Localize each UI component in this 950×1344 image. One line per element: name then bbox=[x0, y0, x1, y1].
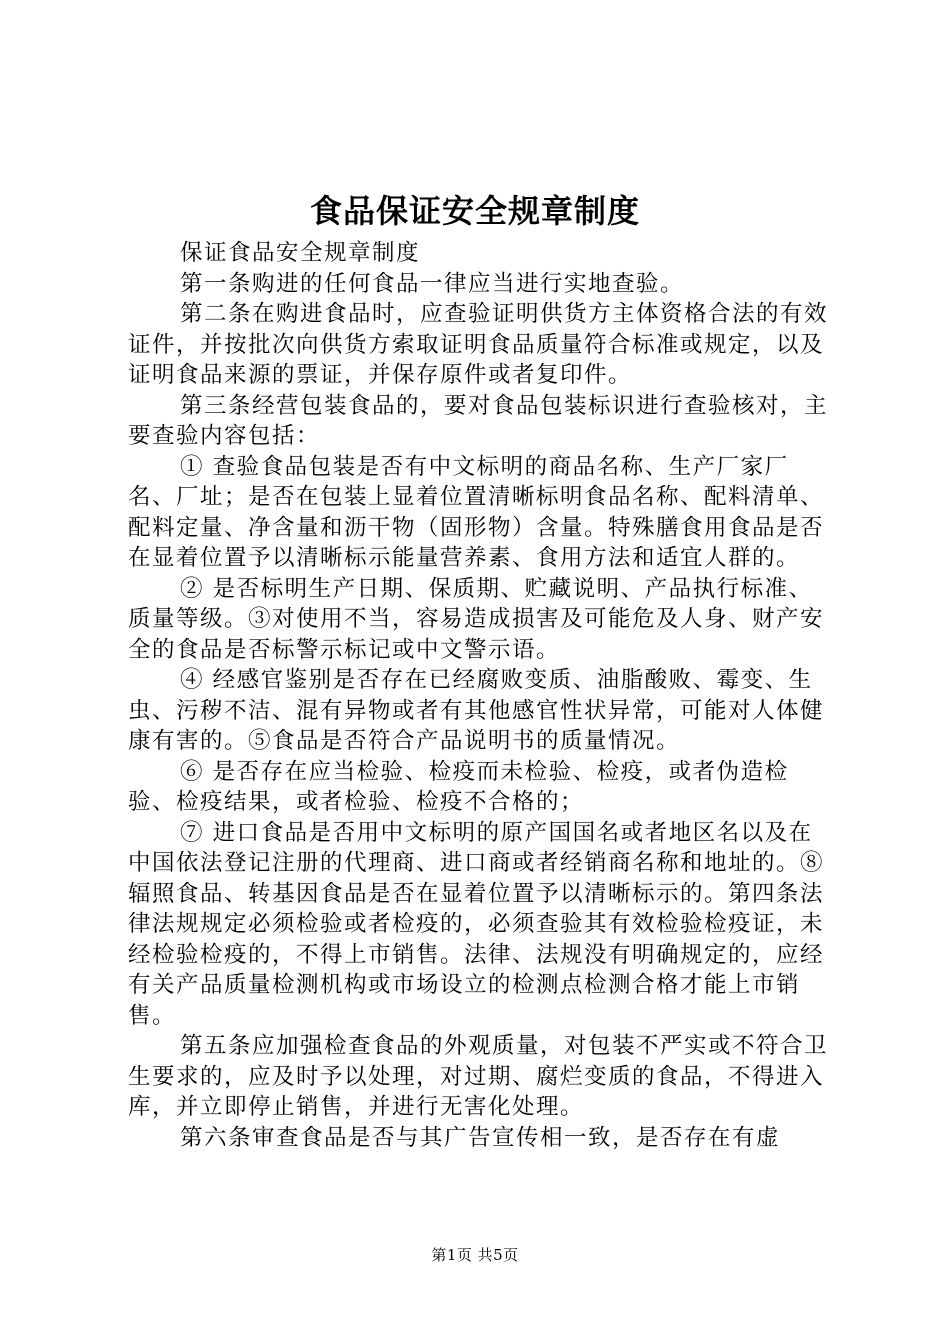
paragraph: ⑥ 是否存在应当检验、检疫而未检验、检疫，或者伪造检验、检疫结果，或者检验、检疫不合格的； bbox=[128, 758, 789, 815]
paragraph: ⑦ 进口食品是否用中文标明的原产国国名或者地区名以及在中国依法登记注册的代理商、进口商或者经销商名称和地址的。⑧辐照食品、转基因食品是否在显着位置予以清晰标示的。第四条法律法规规定必须检验或者检疫的，必须查验其有效检验检疫证，未经检验检疫的，不得上市销售。法律、法规没有明确规定的，应经有关产品质量检测机构或市场设立的检测点检测合格才能上市销售。 bbox=[128, 819, 825, 1029]
paragraph: 保证食品安全规章制度 bbox=[180, 240, 421, 266]
page-footer: 第1页 共5页 bbox=[431, 1246, 519, 1264]
paragraph: ② 是否标明生产日期、保质期、贮藏说明、产品执行标准、质量等级。③对使用不当，容易造成损害及可能危及人身、财产安全的食品是否标警示标记或中文警示语。 bbox=[128, 575, 825, 663]
paragraph: 第六条审查食品是否与其广告宣传相一致，是否存在有虚 bbox=[180, 1124, 781, 1151]
paragraph: 第一条购进的任何食品一律应当进行实地查验。 bbox=[180, 270, 685, 297]
paragraph: 第二条在购进食品时，应查验证明供货方主体资格合法的有效证件，并按批次向供货方索取证明食品质量符合标准或规定，以及证明食品来源的票证，并保存原件或者复印件。 bbox=[128, 301, 829, 388]
paragraph: ① 查验食品包装是否有中文标明的商品名称、生产厂家厂名、厂址；是否在包装上显着位置清晰标明食品名称、配料清单、配料定量、净含量和沥干物（固形物）含量。特殊膳食用食品是否在显着位置予以清晰标示能量营养素、食用方法和适宜人群的。 bbox=[128, 453, 825, 571]
document-body bbox=[128, 238, 834, 1153]
document-title: 食品保证安全规章制度 bbox=[309, 192, 640, 230]
paragraph: 第五条应加强检查食品的外观质量，对包装不严实或不符合卫生要求的，应及时予以处理，对过期、腐烂变质的食品，不得进入库，并立即停止销售，并进行无害化处理。 bbox=[128, 1033, 829, 1120]
paragraph: 第三条经营包装食品的，要对食品包装标识进行查验核对，主要查验内容包括： bbox=[128, 392, 829, 449]
paragraph: ④ 经感官鉴别是否存在已经腐败变质、油脂酸败、霉变、生虫、污秽不洁、混有异物或者有其他感官性状异常，可能对人体健康有害的。⑤食品是否符合产品说明书的质量情况。 bbox=[128, 667, 825, 754]
